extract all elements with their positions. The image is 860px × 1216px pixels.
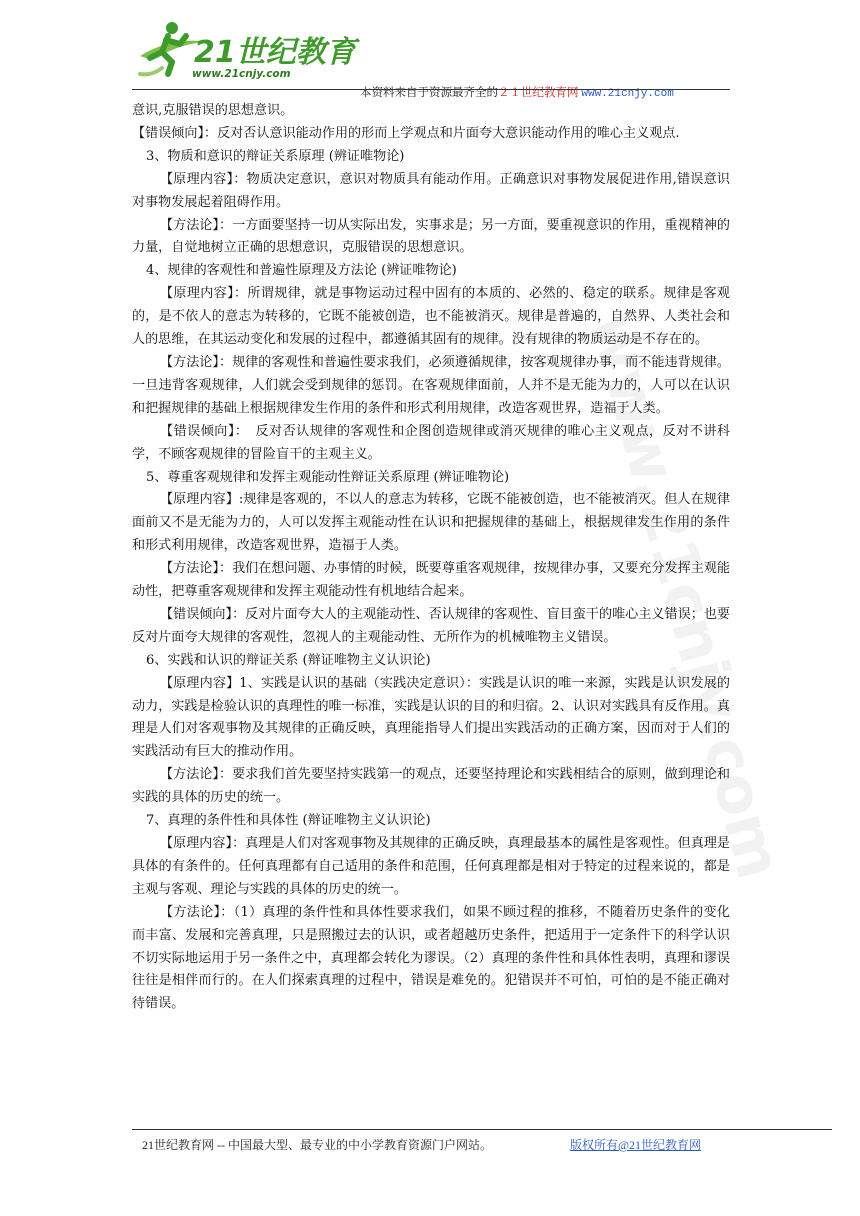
svg-text:www.21cnjy.com: www.21cnjy.com [575, 304, 797, 887]
body-paragraph: 【错误倾向】： 反对否认规律的客观性和企图创造规律或消灭规律的唯心主义观点，反对不讲科学，不顾客观规律的冒险盲干的主观主义。 [132, 423, 730, 462]
section-heading: 3、物质和意识的辩证关系原理 (辨证唯物论) [146, 148, 405, 164]
body-paragraph: 【方法论】：一方面要坚持一切从实际出发，实事求是；另一方面，要重视意识的作用，重视精神的力量，自觉地树立正确的思想意识，克服错误的思想意识。 [132, 217, 730, 256]
body-paragraph: 【方法论】：我们在想问题、办事情的时候，既要尊重客观规律，按规律办事，又要充分发挥主观能动性，把尊重客观规律和发挥主观能动性有机地结合起来。 [132, 561, 730, 600]
section-heading: 7、真理的条件性和具体性 (辩证唯物主义认识论) [146, 813, 431, 829]
header-site-url[interactable]: www.21cnjy.com [581, 88, 674, 100]
footer-text: 21世纪教育网 -- 中国最大型、最专业的中小学教育资源门户网站。 [142, 1138, 492, 1152]
document-body [132, 100, 730, 1016]
section-heading: 6、实践和认识的辩证关系 (辩证唯物主义认识论) [146, 652, 431, 668]
svg-text:www.21cnjy.com: www.21cnjy.com [192, 68, 291, 80]
header-site-name: ２１世纪教育网 [498, 87, 579, 99]
body-paragraph: 意识,克服错误的思想意识。 [132, 103, 294, 118]
logo-figure-icon [132, 18, 356, 84]
body-paragraph: 【方法论】：（1）真理的条件性和具体性要求我们，如果不顾过程的推移，不随着历史条件的变化而丰富、发展和完善真理，只是照搬过去的认识，或者超越历史条件，把适用于一定条件下的科学认识不切实际地运用于另一条件之中，真理都会转化为谬误。（2）真理的条件性和具体性表明，真理和谬误往往是相伴而行的。在人们探索真理的过程中，错误是难免的。犯错误并不可怕，可怕的是不能正确对待错误。 [132, 904, 730, 1012]
body-paragraph: 【方法论】：规律的客观性和普遍性要求我们，必须遵循规律，按客观规律办事，而不能违背规律。一旦违背客观规律，人们就会受到规律的惩罚。在客观规律面前，人并不是无能为力的，人可以在认识和把握规律的基础上根据规律发生作用的条件和形式利用规律，改造客观世界，造福于人类。 [132, 354, 730, 416]
site-logo[interactable] [132, 18, 356, 84]
body-paragraph: 【原理内容】：真理是人们对客观事物及其规律的正确反映，真理最基本的属性是客观性。但真理是具体的有条件的。任何真理都有自己适用的条件和范围，任何真理都是相对于特定的过程来说的，都是主观与客观、理论与实践的具体的历史的统一。 [132, 836, 730, 897]
header-divider [132, 89, 730, 90]
body-paragraph: 【原理内容】:规律是客观的，不以人的意志为转移，它既不能被创造，也不能被消灭。但人在规律面前又不是无能为力的，人可以发挥主观能动性在认识和把握规律的基础上，根据规律发生作用的条件和形式利用规律，改造客观世界，造福于人类。 [132, 492, 730, 554]
section-heading: 4、规律的客观性和普遍性原理及方法论 (辨证唯物论) [146, 263, 457, 279]
footer-divider [132, 1129, 832, 1130]
svg-text:21世纪教育: 21世纪教育 [194, 35, 356, 70]
page-header [132, 18, 732, 100]
body-paragraph: 【原理内容】：所谓规律，就是事物运动过程中固有的本质的、必然的、稳定的联系。规律是客观的，是不依人的意志为转移的，它既不能被创造，也不能被消灭。规律是普遍的，自然界、人类社会和人的思维，在其运动变化和发展的过程中，都遵循其固有的规律。没有规律的物质运动是不存在的。 [132, 286, 730, 348]
body-paragraph: 【原理内容】：物质决定意识，意识对物质具有能动作用。正确意识对事物发展促进作用,错误意识对事物发展起着阻碍作用。 [132, 171, 730, 210]
body-paragraph: 【错误倾向】：反对片面夸大人的主观能动性、否认规律的客观性、盲目蛮干的唯心主义错误；也要反对片面夸大规律的客观性，忽视人的主观能动性、无所作为的机械唯物主义错误。 [132, 606, 730, 645]
section-heading: 5、尊重客观规律和发挥主观能动性辩证关系原理 (辨证唯物论) [146, 469, 510, 485]
header-source-note: 本资料来自于资源最齐全的２１世纪教育网 www.21cnjy.com [360, 87, 674, 100]
body-paragraph: 【方法论】：要求我们首先要坚持实践第一的观点，还要坚持理论和实践相结合的原则，做到理论和实践的具体的历史的统一。 [132, 767, 730, 806]
body-paragraph: 【原理内容】1、实践是认识的基础（实践决定意识）：实践是认识的唯一来源，实践是认识发展的动力，实践是检验认识的真理性的唯一标准，实践是认识的目的和归宿。2、认识对实践具有反作用。真理是人们对客观事物及其规律的正确反映，真理能指导人们提出实践活动的正确方案，因而对于人们的实践活动有巨大的推动作用。 [132, 675, 730, 760]
page-footer [142, 1136, 702, 1153]
body-paragraph: 【错误倾向】：反对否认意识能动作用的形而上学观点和片面夸大意识能动作用的唯心主义观点. [132, 125, 680, 141]
footer-copyright-link[interactable]: 版权所有@21世纪教育网 [570, 1138, 702, 1152]
